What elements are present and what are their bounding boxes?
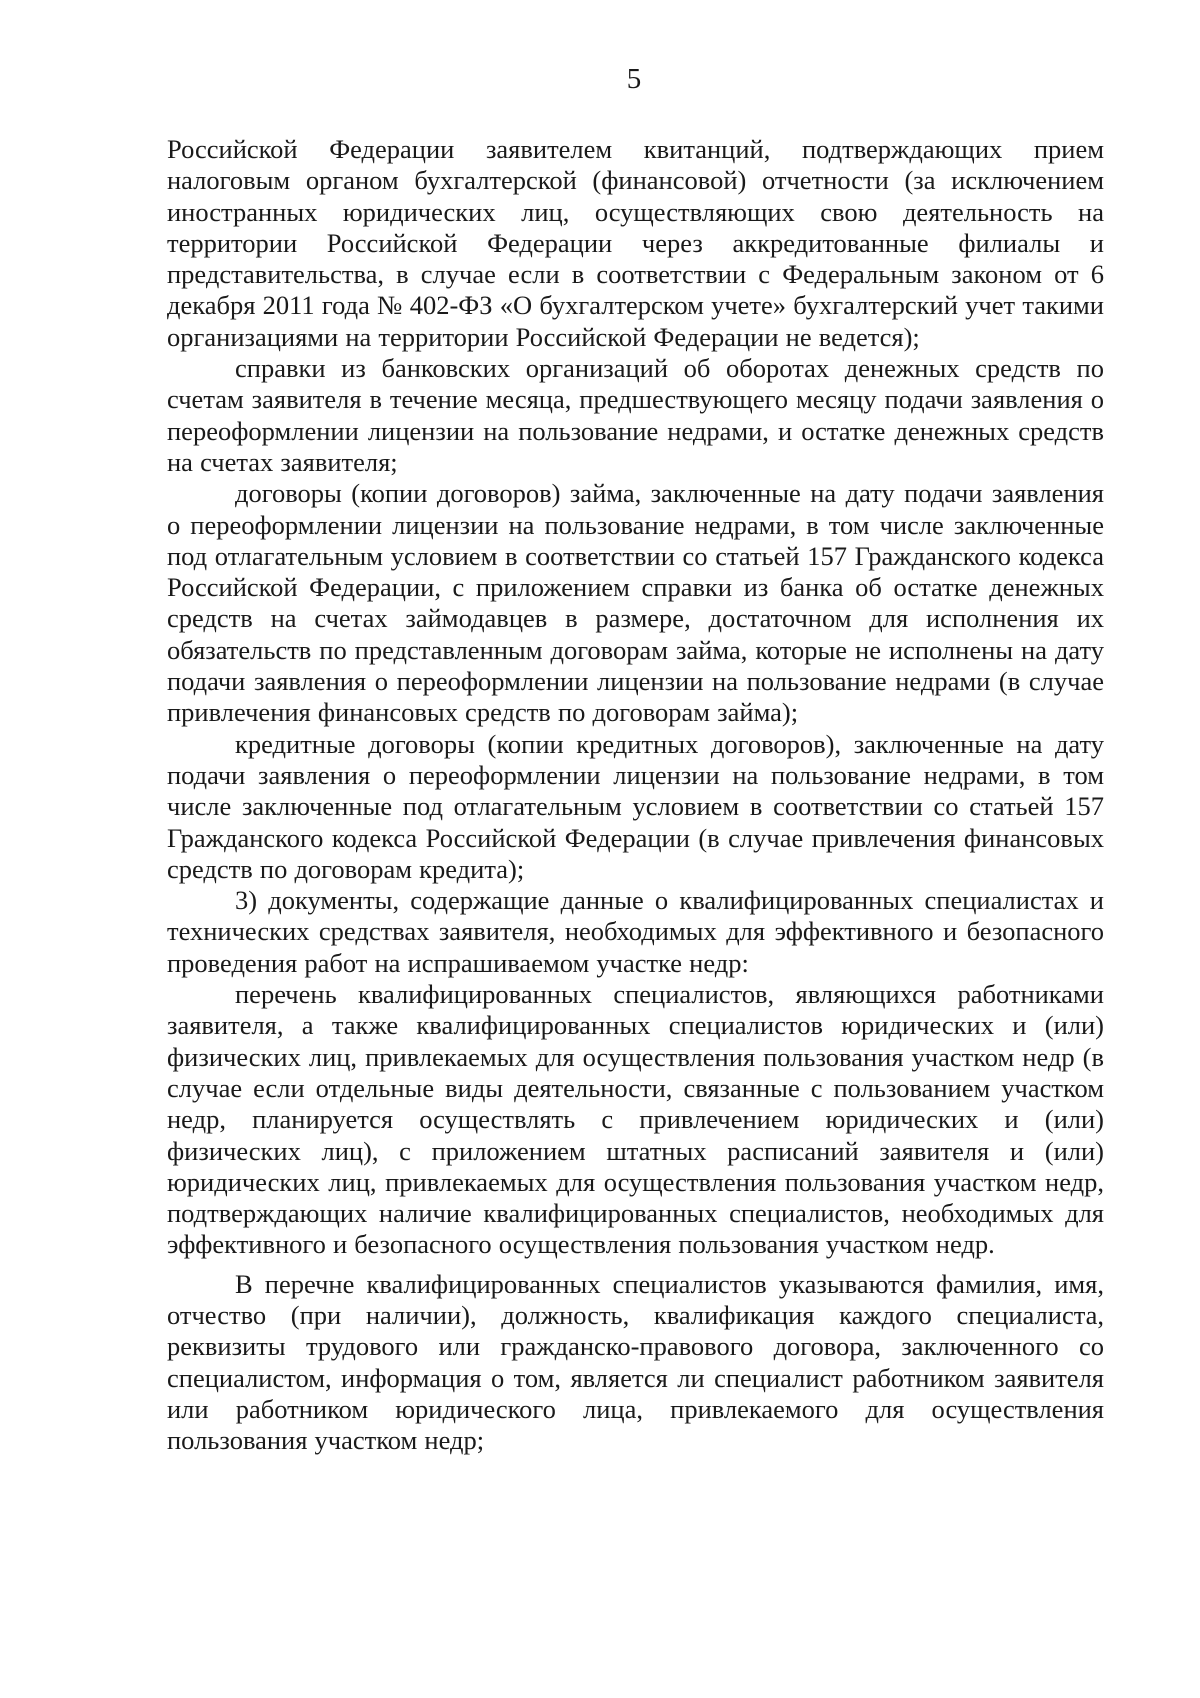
paragraph-specialists-list-details: В перечне квалифицированных специалистов указываются фамилия, имя, отчество (при наличии), должность, квалификация каждого специалиста, реквизиты трудового или гражданско-правового договора, заключенного со специалистом, информация о том, является ли специалист работником заявителя или работником юридического лица, привлекаемого для осуществления пользования участком недр; (167, 1268, 1104, 1456)
document-body (167, 134, 1104, 1456)
paragraph-financial-reports-continuation: Российской Федерации заявителем квитанций, подтверждающих прием налоговым органом бухгалтерской (финансовой) отчетности (за исключением иностранных юридических лиц, осуществляющих свою деятельность на территории Российской Федерации через аккредитованные филиалы и представительства, в случае если в соответствии с Федеральным законом от 6 декабря 2011 года № 402-ФЗ «О бухгалтерском учете» бухгалтерский учет такими организациями на территории Российской Федерации не ведется); (167, 134, 1104, 352)
paragraph-specialists-list: перечень квалифицированных специалистов, являющихся работниками заявителя, а также квалифицированных специалистов юридических и (или) физических лиц, привлекаемых для осуществления пользования участком недр (в случае если отдельные виды деятельности, связанные с пользованием участком недр, планируется осуществлять с привлечением юридических и (или) физических лиц), с приложением штатных расписаний заявителя и (или) юридических лиц, привлекаемых для осуществления пользования участком недр, подтверждающих наличие квалифицированных специалистов, необходимых для эффективного и безопасного осуществления пользования участком недр. (167, 979, 1104, 1260)
page-number: 5 (626, 63, 642, 95)
paragraph-bank-statements: справки из банковских организаций об оборотах денежных средств по счетам заявителя в течение месяца, предшествующего месяцу подачи заявления о переоформлении лицензии на пользование недрами, и остатке денежных средств на счетах заявителя; (167, 353, 1104, 477)
paragraph-loan-agreements: договоры (копии договоров) займа, заключенные на дату подачи заявления о переоформлении лицензии на пользование недрами, в том числе заключенные под отлагательным условием в соответствии со статьей 157 Гражданского кодекса Российской Федерации, с приложением справки из банка об остатке денежных средств на счетах займодавцев в размере, достаточном для исполнения их обязательств по представленным договорам займа, которые не исполнены на дату подачи заявления о переоформлении лицензии на пользование недрами (в случае привлечения финансовых средств по договорам займа); (167, 478, 1104, 728)
paragraph-item-3-qualified-specialists: 3) документы, содержащие данные о квалифицированных специалистах и технических средствах заявителя, необходимых для эффективного и безопасного проведения работ на испрашиваемом участке недр: (167, 885, 1104, 978)
paragraph-credit-agreements: кредитные договоры (копии кредитных договоров), заключенные на дату подачи заявления о переоформлении лицензии на пользование недрами, в том числе заключенные под отлагательным условием в соответствии со статьей 157 Гражданского кодекса Российской Федерации (в случае привлечения финансовых средств по договорам кредита); (167, 728, 1104, 884)
